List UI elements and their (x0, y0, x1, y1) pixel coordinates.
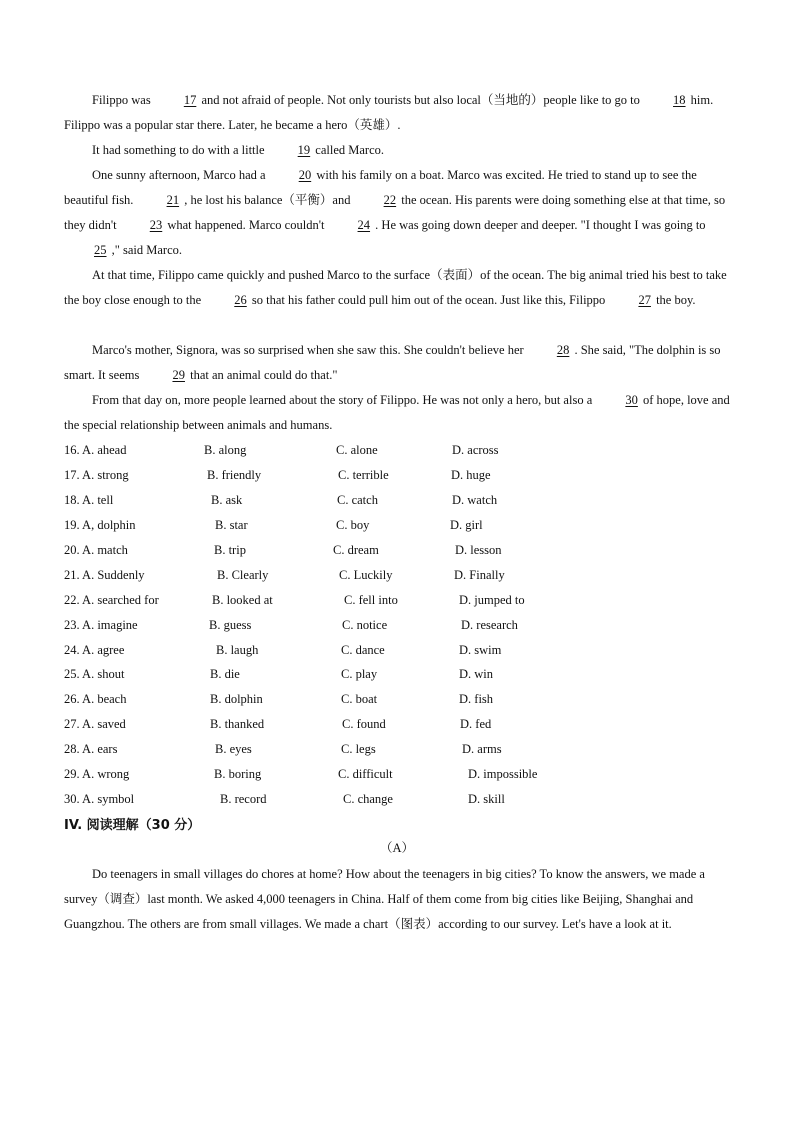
option-b: B. star (215, 518, 248, 532)
option-b: B. record (220, 792, 267, 806)
option-b: B. along (204, 443, 247, 457)
text: and not afraid of people. Not only tourists but also local（当地的）people like to go to (198, 93, 644, 107)
reading-paragraph: Do teenagers in small villages do chores at home? How about the teenagers in big cities? To know the answers, we made a survey（调查）last month. We asked 4,000 teenagers in China. Half of them come from big cities like Beijing, Shanghai and Guangzhou. The others are from small villages. We made a chart（图表）according to our survey. Let's have a look at it. (64, 867, 705, 931)
option-row (64, 638, 724, 663)
text: Marco's mother, Signora, was so surprised when she saw this. She couldn't believe her (92, 343, 527, 357)
blank-22: 22 (383, 193, 397, 207)
option-a: 29. A. wrong (64, 767, 130, 781)
option-d: D. arms (462, 742, 502, 756)
option-d: D. huge (451, 468, 491, 482)
option-a: 26. A. beach (64, 692, 127, 706)
blank-30: 30 (625, 393, 638, 407)
option-c: C. Luckily (339, 568, 393, 582)
option-b: B. trip (214, 543, 246, 557)
text: what happened. Marco couldn't (164, 218, 328, 232)
section-heading: IV. 阅读理解（30 分） (64, 818, 201, 833)
text: , he lost his balance（平衡）and (181, 193, 354, 207)
option-d: D. fed (460, 717, 492, 731)
option-c: C. catch (337, 493, 378, 507)
option-b: B. dolphin (210, 692, 263, 706)
passage-paragraph-2 (64, 138, 732, 163)
text: him. Filippo was a popular star there. Later, he became a hero（英雄）. (64, 93, 714, 132)
option-d: D. win (459, 667, 494, 681)
option-c: C. terrible (338, 468, 389, 482)
option-row (64, 737, 724, 762)
option-d: D. research (461, 618, 518, 632)
text: the boy. (652, 293, 696, 307)
option-row (64, 538, 724, 563)
text: of hope, love and the special relationship between animals and humans. (64, 393, 730, 432)
text: with his family on a boat. Marco was excited. He tried to stand up to see the beautiful fish. (64, 168, 697, 207)
text: It had something to do with a little (92, 143, 268, 157)
option-a: 24. A. agree (64, 643, 125, 657)
option-row (64, 613, 724, 638)
option-c: C. play (341, 667, 378, 681)
blank-27: 27 (638, 293, 651, 307)
option-d: D. across (452, 443, 499, 457)
option-c: C. difficult (338, 767, 393, 781)
blank-17: 17 (183, 93, 197, 107)
passage-label: （A） (379, 841, 415, 855)
option-a: 17. A. strong (64, 468, 129, 482)
option-c: C. change (343, 792, 393, 806)
option-b: B. die (210, 667, 240, 681)
option-row (64, 488, 724, 513)
option-b: B. ask (211, 493, 243, 507)
option-row (64, 787, 724, 812)
blank-20: 20 (298, 168, 312, 182)
blank-18: 18 (673, 93, 686, 107)
option-c: C. legs (341, 742, 376, 756)
option-c: C. alone (336, 443, 378, 457)
option-b: B. guess (209, 618, 252, 632)
blank-19: 19 (297, 143, 311, 157)
option-a: 25. A. shout (64, 667, 125, 681)
option-b: B. boring (214, 767, 262, 781)
option-a: 21. A. Suddenly (64, 568, 145, 582)
option-d: D. girl (450, 518, 483, 532)
text: . She said, "The dolphin is so smart. It seems (64, 343, 721, 382)
passage-paragraph-5 (64, 338, 732, 388)
blank-28: 28 (556, 343, 570, 357)
option-c: C. dream (333, 543, 379, 557)
option-row (64, 463, 724, 488)
option-a: 28. A. ears (64, 742, 118, 756)
option-row (64, 687, 724, 712)
option-d: D. Finally (454, 568, 505, 582)
passage-paragraph-3 (64, 163, 732, 263)
blank-23: 23 (149, 218, 163, 232)
option-d: D. fish (459, 692, 494, 706)
option-c: C. notice (342, 618, 388, 632)
option-a: 18. A. tell (64, 493, 114, 507)
option-row (64, 762, 724, 787)
text: At that time, Filippo came quickly and pushed Marco to the surface（表面）of the ocean. The big animal tried his best to take the boy close enough to the (64, 268, 727, 307)
text: One sunny afternoon, Marco had a (92, 168, 269, 182)
option-b: B. Clearly (217, 568, 269, 582)
option-d: D. lesson (455, 543, 502, 557)
option-c: C. fell into (344, 593, 398, 607)
option-c: C. dance (341, 643, 385, 657)
blank-25: 25 (94, 243, 107, 257)
option-b: B. friendly (207, 468, 262, 482)
option-a: 16. A. ahead (64, 443, 127, 457)
text: that an animal could do that." (186, 368, 338, 382)
passage-paragraph-1 (64, 88, 732, 138)
option-a: 27. A. saved (64, 717, 126, 731)
text: ," said Marco. (108, 243, 182, 257)
option-row (64, 662, 724, 687)
text: called Marco. (312, 143, 385, 157)
option-a: 19. A, dolphin (64, 518, 136, 532)
option-d: D. watch (452, 493, 498, 507)
option-c: C. boy (336, 518, 370, 532)
blank-26: 26 (234, 293, 247, 307)
text: From that day on, more people learned about the story of Filippo. He was not only a hero, but also a (92, 393, 596, 407)
passage-paragraph-6 (64, 388, 732, 438)
blank-29: 29 (172, 368, 185, 382)
option-row (64, 438, 724, 463)
option-b: B. looked at (212, 593, 273, 607)
option-a: 23. A. imagine (64, 618, 138, 632)
option-c: C. found (342, 717, 386, 731)
option-a: 20. A. match (64, 543, 128, 557)
passage-paragraph-4 (64, 263, 732, 313)
option-b: B. laugh (216, 643, 259, 657)
option-row (64, 513, 724, 538)
option-b: B. thanked (210, 717, 265, 731)
option-b: B. eyes (215, 742, 252, 756)
option-d: D. skill (468, 792, 505, 806)
text: the ocean. His parents were doing something else at that time, so they didn't (64, 193, 726, 232)
option-a: 22. A. searched for (64, 593, 159, 607)
option-row (64, 563, 724, 588)
option-a: 30. A. symbol (64, 792, 135, 806)
option-d: D. jumped to (459, 593, 525, 607)
text: Filippo was (92, 93, 154, 107)
option-c: C. boat (341, 692, 378, 706)
blank-24: 24 (357, 218, 371, 232)
option-d: D. impossible (468, 767, 538, 781)
option-d: D. swim (459, 643, 502, 657)
option-row (64, 712, 724, 737)
blank-21: 21 (166, 193, 180, 207)
text: . He was going down deeper and deeper. "I thought I was going to (372, 218, 706, 232)
text: so that his father could pull him out of the ocean. Just like this, Filippo (248, 293, 609, 307)
option-row (64, 588, 724, 613)
